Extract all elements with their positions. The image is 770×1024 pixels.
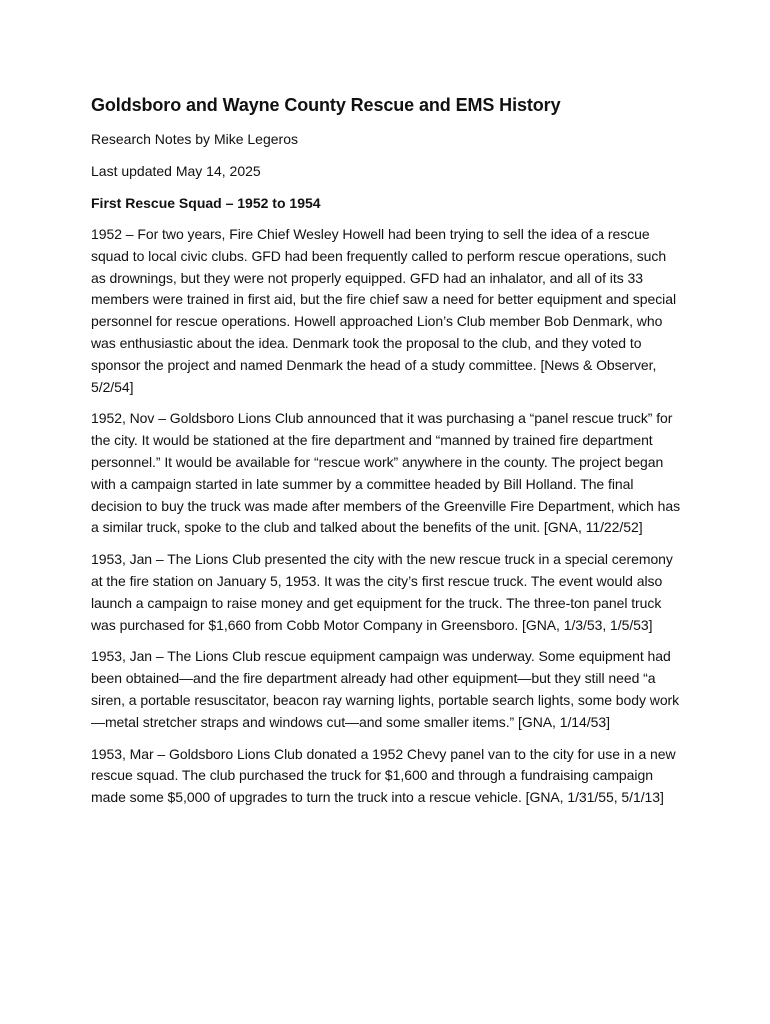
entry-paragraph: 1953, Jan – The Lions Club rescue equipment campaign was underway. Some equipment had been obtained—and the fire department already had other equipment—but they still need “a siren, a portable resuscitator, beacon ray warning lights, portable search lights, some body work—metal stretcher straps and windows cut—and some smaller items.” [GNA, 1/14/53] xyxy=(91,648,680,730)
entry-paragraph: 1952, Nov – Goldsboro Lions Club announced that it was purchasing a “panel rescue truck” for the city. It would be stationed at the fire department and “manned by trained fire department personnel.” It would be available for “rescue work” anywhere in the county. The project began with a campaign started in late summer by a committee headed by Bill Holland. The final decision to buy the truck was made after members of the Greenville Fire Department, which has a similar truck, spoke to the club and talked about the benefits of the unit. [GNA, 11/22/52] xyxy=(91,410,681,536)
last-updated: Last updated May 14, 2025 xyxy=(91,163,261,179)
entry-paragraph: 1953, Mar – Goldsboro Lions Club donated a 1952 Chevy panel van to the city for use in a new rescue squad. The club purchased the truck for $1,600 and through a fundraising campaign made some $5,000 of upgrades to turn the truck into a rescue vehicle. [GNA, 1/31/55, 5/1/13] xyxy=(91,745,676,806)
document-page xyxy=(91,92,683,819)
page-title: Goldsboro and Wayne County Rescue and EMS History xyxy=(91,95,561,115)
byline: Research Notes by Mike Legeros xyxy=(91,131,298,147)
entry-paragraph: 1952 – For two years, Fire Chief Wesley Howell had been trying to sell the idea of a rescue squad to local civic clubs. GFD had been frequently called to perform rescue operations, such as drownings, but they were not properly equipped. GFD had an inhalator, and all of its 33 members were trained in first aid, but the fire chief saw a need for better equipment and special personnel for rescue operations. Howell approached Lion’s Club member Bob Denmark, who was enthusiastic about the idea. Denmark took the proposal to the club, and they voted to sponsor the project and named Denmark the head of a study committee. [News & Observer, 5/2/54] xyxy=(91,226,677,395)
entry-paragraph: 1953, Jan – The Lions Club presented the city with the new rescue truck in a special ceremony at the fire station on January 5, 1953. It was the city’s first rescue truck. The event would also launch a campaign to raise money and get equipment for the truck. The three-ton panel truck was purchased for $1,660 from Cobb Motor Company in Greensboro. [GNA, 1/3/53, 1/5/53] xyxy=(91,551,673,633)
section-heading: First Rescue Squad – 1952 to 1954 xyxy=(91,195,321,211)
